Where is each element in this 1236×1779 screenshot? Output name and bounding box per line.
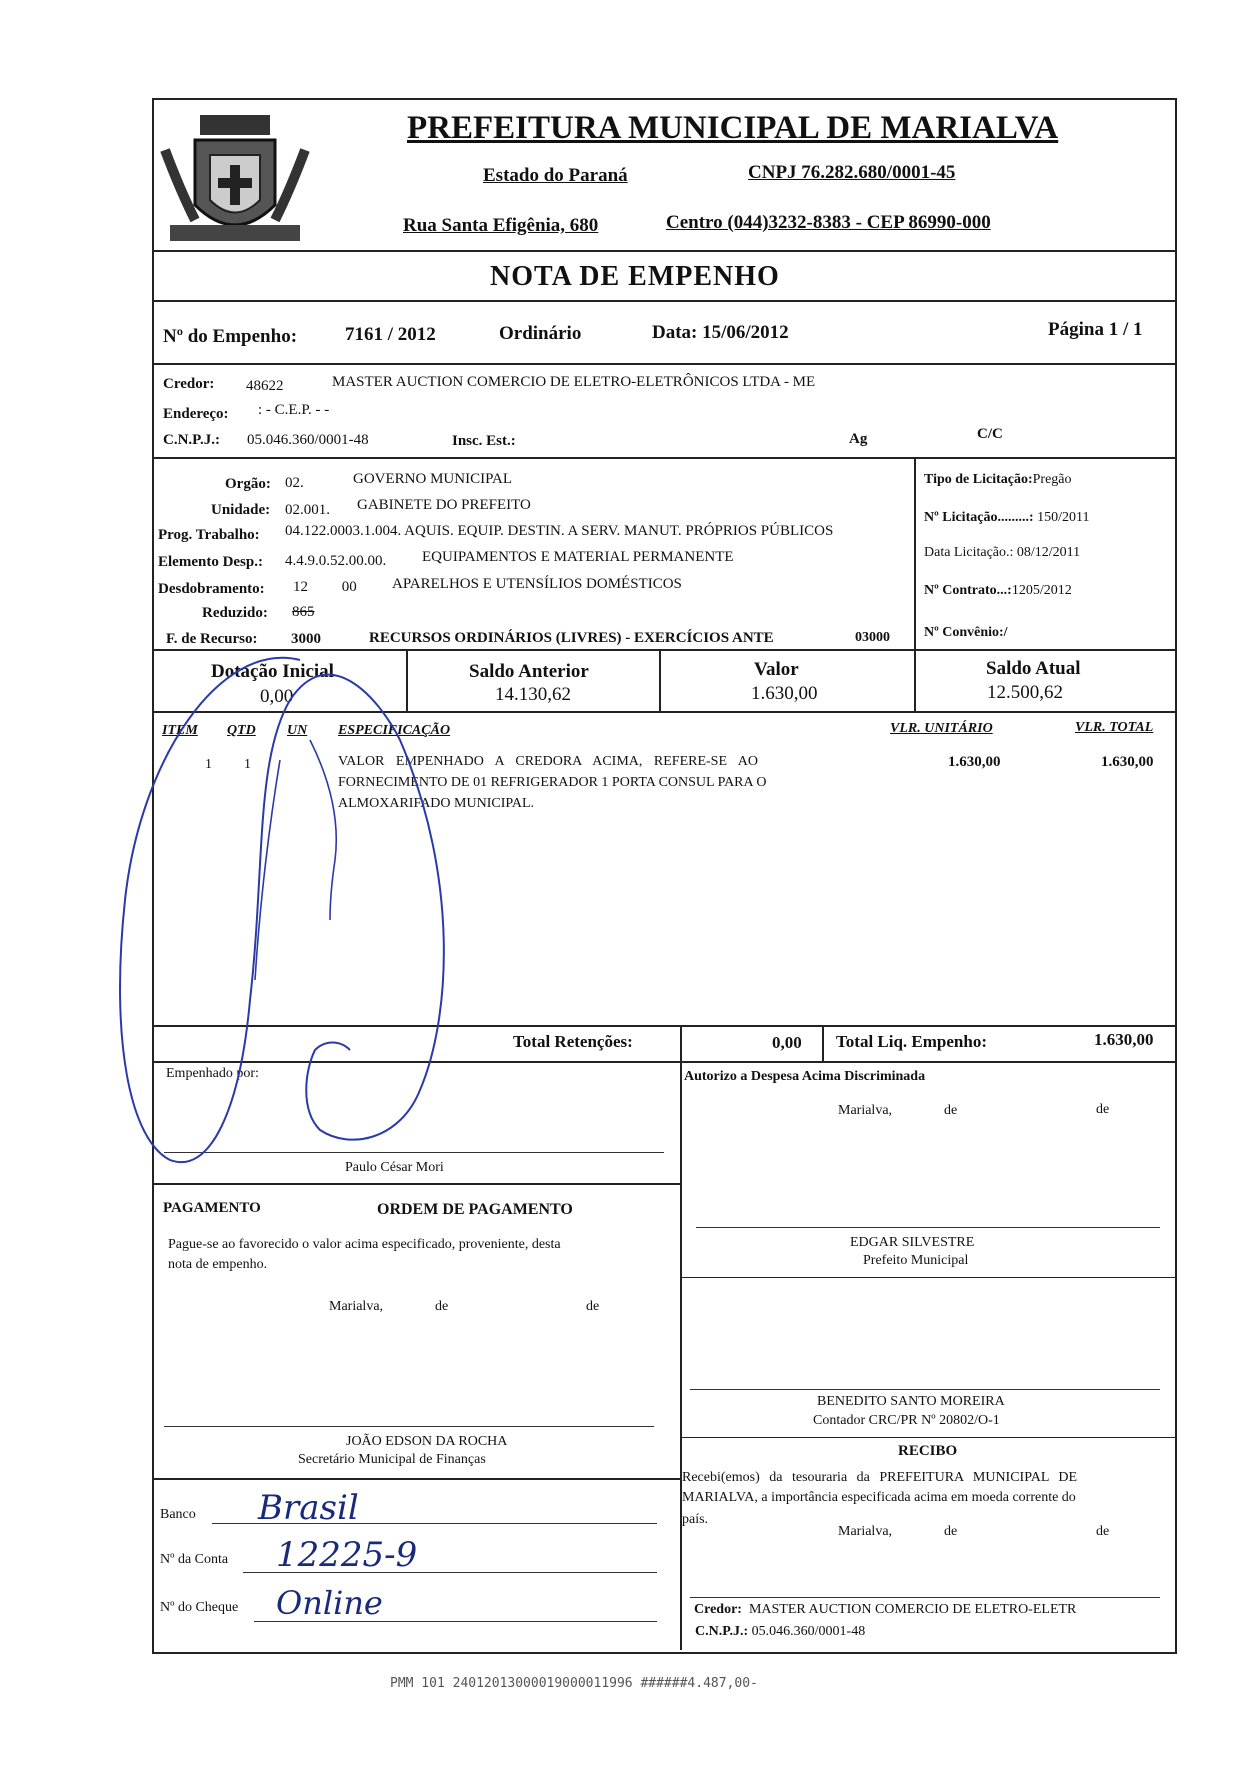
ag-label: Ag	[849, 431, 868, 447]
credor-label: Credor:	[163, 376, 215, 392]
autorizo-de1: de	[944, 1103, 958, 1118]
elemento-name: EQUIPAMENTOS E MATERIAL PERMANENTE	[422, 549, 734, 565]
prefeito-role: Prefeito Municipal	[863, 1253, 969, 1268]
pagamento-place: Marialva,	[329, 1299, 384, 1314]
conta-value: 12225-9	[276, 1535, 418, 1575]
unidade-label: Unidade:	[211, 502, 271, 518]
recibo-text-line2: MARIALVA, a importância especificada acima em moeda corrente do	[682, 1490, 1076, 1505]
contador-role: Contador CRC/PR Nº 20802/O-1	[813, 1413, 1000, 1428]
numero-licitacao-label: Nº Licitação.........:	[924, 510, 1034, 525]
secretario-role: Secretário Municipal de Finanças	[298, 1452, 486, 1467]
autorizo-de2: de	[1096, 1102, 1110, 1117]
contrato-value: 1205/2012	[1011, 583, 1072, 598]
pagamento-de2: de	[586, 1299, 600, 1314]
banco-label: Banco	[160, 1507, 196, 1522]
desdobramento-code: 12 00	[293, 579, 357, 595]
saldo-anterior-label: Saldo Anterior	[469, 661, 589, 682]
autorizo-label: Autorizo a Despesa Acima Discriminada	[684, 1069, 926, 1084]
recurso-ref: 03000	[855, 630, 890, 645]
reduzido-value: 865	[292, 604, 315, 620]
col-total-value: VLR. TOTAL	[1075, 720, 1154, 735]
col-un: UN	[287, 723, 308, 738]
total-retencoes-label: Total Retenções:	[513, 1032, 633, 1051]
prog-trabalho-value: 04.122.0003.1.004. AQUIS. EQUIP. DESTIN. A SERV. MANUT. PRÓPRIOS PÚBLICOS	[285, 523, 834, 539]
contrato-label: Nº Contrato...:	[924, 583, 1012, 598]
empenhado-label: Empenhado por:	[166, 1066, 259, 1081]
recurso-label: F. de Recurso:	[166, 631, 258, 647]
orgao-code: 02.	[285, 475, 304, 491]
item-spec-line3: ALMOXARIFADO MUNICIPAL.	[338, 796, 535, 811]
recibo-credor-value: MASTER AUCTION COMERCIO DE ELETRO-ELETR	[748, 1602, 1077, 1617]
page-number: Página 1 / 1	[1048, 319, 1143, 340]
credor-code: 48622	[246, 378, 284, 394]
cheque-label: Nº do Cheque	[160, 1600, 239, 1615]
pagamento-de1: de	[435, 1299, 449, 1314]
secretario-name: JOÃO EDSON DA ROCHA	[346, 1434, 508, 1449]
reduzido-label: Reduzido:	[202, 605, 268, 621]
autorizo-place: Marialva,	[838, 1103, 893, 1118]
item-spec-line1: VALOR EMPENHADO A CREDORA ACIMA, REFERE-SE AO	[338, 754, 758, 769]
col-especificacao: ESPECIFICAÇÃO	[338, 723, 451, 738]
col-qtd: QTD	[227, 723, 256, 738]
cnpj-header: CNPJ 76.282.680/0001-45	[748, 162, 956, 183]
recibo-de2: de	[1096, 1524, 1110, 1539]
valor-value: 1.630,00	[751, 683, 818, 704]
empenho-number: 7161 / 2012	[345, 324, 436, 345]
recibo-credor-label: Credor:	[694, 1602, 742, 1617]
item-qtd: 1	[244, 757, 251, 772]
prefeito-name: EDGAR SILVESTRE	[850, 1235, 975, 1250]
conta-label: Nº da Conta	[160, 1552, 229, 1567]
cnpj-value: 05.046.360/0001-48	[247, 432, 369, 448]
valor-label: Valor	[754, 659, 799, 680]
endereco-label: Endereço:	[163, 406, 229, 422]
endereco-value: : - C.E.P. - -	[258, 402, 330, 418]
saldo-atual-label: Saldo Atual	[986, 658, 1081, 679]
dotacao-label: Dotação Inicial	[211, 661, 334, 682]
col-unit-value: VLR. UNITÁRIO	[890, 721, 993, 736]
desdobramento-label: Desdobramento:	[158, 581, 265, 597]
item-unit-value: 1.630,00	[948, 754, 1001, 770]
total-retencoes-value: 0,00	[772, 1033, 802, 1052]
document-title: NOTA DE EMPENHO	[490, 261, 780, 292]
footer-code: PMM 101 24012013000019000011996 ######4.487,00-	[390, 1676, 758, 1691]
prog-trabalho-label: Prog. Trabalho:	[158, 527, 260, 543]
empenho-label: Nº do Empenho:	[163, 326, 298, 347]
tipo-licitacao-label: Tipo de Licitação:	[924, 472, 1033, 487]
dotacao-value: 0,00	[260, 686, 294, 707]
insc-est-label: Insc. Est.:	[452, 433, 516, 449]
state-label: Estado do Paraná	[483, 165, 628, 186]
col-item: ITEM	[162, 723, 198, 738]
pagamento-label: PAGAMENTO	[163, 1200, 261, 1216]
item-number: 1	[205, 757, 212, 772]
saldo-anterior-value: 14.130,62	[495, 684, 571, 705]
orgao-name: GOVERNO MUNICIPAL	[353, 471, 513, 487]
recurso-name: RECURSOS ORDINÁRIOS (LIVRES) - EXERCÍCIOS ANTE	[369, 630, 774, 646]
desdobramento-name: APARELHOS E UTENSÍLIOS DOMÉSTICOS	[392, 576, 682, 592]
recibo-cnpj-label: C.N.P.J.:	[695, 1624, 749, 1639]
pagamento-text-line1: Pague-se ao favorecido o valor acima especificado, proveniente, desta	[168, 1237, 561, 1252]
ordem-pagamento-label: ORDEM DE PAGAMENTO	[377, 1201, 573, 1218]
recurso-code: 3000	[291, 631, 321, 647]
saldo-atual-value: 12.500,62	[987, 682, 1063, 703]
credor-name: MASTER AUCTION COMERCIO DE ELETRO-ELETRÔNICOS LTDA - ME	[332, 374, 816, 390]
recibo-de1: de	[944, 1524, 958, 1539]
empenhado-signer: Paulo César Mori	[345, 1160, 444, 1175]
banco-value: Brasil	[258, 1488, 359, 1528]
item-total-value: 1.630,00	[1101, 754, 1154, 770]
numero-licitacao-value: 150/2011	[1037, 510, 1090, 525]
recibo-cnpj-value: 05.046.360/0001-48	[751, 1624, 866, 1639]
pagamento-text-line2: nota de empenho.	[168, 1257, 268, 1272]
center-phone-cep: Centro (044)3232-8383 - CEP 86990-000	[666, 212, 991, 233]
tipo-licitacao-value: Pregão	[1032, 472, 1072, 487]
municipality-title: PREFEITURA MUNICIPAL DE MARIALVA	[407, 110, 1059, 146]
recibo-text-line3: país.	[682, 1512, 709, 1527]
data-licitacao-value: 08/12/2011	[1016, 545, 1081, 560]
data-licitacao-label: Data Licitação.:	[924, 545, 1014, 560]
recibo-text-line1: Recebi(emos) da tesouraria da PREFEITURA MUNICIPAL DE	[682, 1470, 1078, 1485]
cnpj-label: C.N.P.J.:	[163, 432, 220, 448]
cc-label: C/C	[977, 426, 1003, 442]
cheque-value: Online	[276, 1584, 383, 1622]
recibo-title: RECIBO	[898, 1443, 958, 1459]
total-liquido-value: 1.630,00	[1094, 1030, 1154, 1049]
orgao-label: Orgão:	[225, 476, 271, 492]
recibo-place: Marialva,	[838, 1524, 893, 1539]
item-spec-line2: FORNECIMENTO DE 01 REFRIGERADOR 1 PORTA CONSUL PARA O	[338, 775, 767, 790]
elemento-code: 4.4.9.0.52.00.00.	[285, 553, 387, 569]
convenio-label: Nº Convênio:/	[924, 625, 1008, 640]
total-liquido-label: Total Liq. Empenho:	[836, 1032, 987, 1051]
empenho-type: Ordinário	[499, 323, 582, 344]
elemento-label: Elemento Desp.:	[158, 554, 263, 570]
address-label: Rua Santa Efigênia, 680	[403, 215, 599, 236]
empenho-date: Data: 15/06/2012	[652, 322, 789, 343]
unidade-code: 02.001.	[285, 502, 330, 518]
unidade-name: GABINETE DO PREFEITO	[357, 497, 531, 513]
contador-name: BENEDITO SANTO MOREIRA	[817, 1394, 1005, 1409]
